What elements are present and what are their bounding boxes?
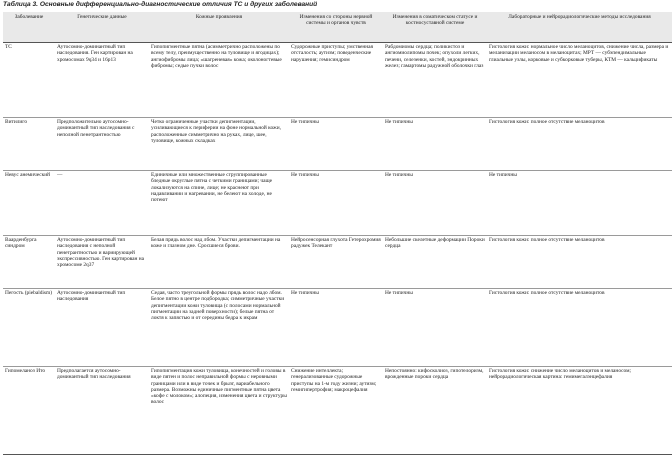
cell-somatic: Небольшие скелетные деформации Пороки сердца xyxy=(383,236,487,289)
cell-disease: Пегость (piebaldism) xyxy=(3,289,55,367)
cell-genetic: Аутосомно-доминантный тип наследования с неполной пенетрантностью и вариирующей экспрессивностью. Ген картирован на хромосоме 2q37 xyxy=(55,236,149,289)
cell-genetic: Предположительно аутосомно-доминантный тип наследования с неполной пенетрантностью xyxy=(55,118,149,171)
table-row xyxy=(3,367,672,455)
cell-lab: Гистология кожи: полное отсутствие меланоцитов xyxy=(487,118,672,171)
table-row xyxy=(3,171,672,236)
caption-text: Основные дифференциально-диагностические отличия ТС и других заболеваний xyxy=(39,1,318,8)
diagnostic-table xyxy=(3,12,672,455)
caption-label: Таблица 3. xyxy=(3,1,38,8)
cell-neuro: Нейросенсорная глухота Гетерохромия радужек Телекант xyxy=(289,236,383,289)
header-genetic: Генетические данные xyxy=(55,12,149,43)
header-somatic: Изменения в соматическом статусе и костносуставной системе xyxy=(383,12,487,43)
header-lab: Лабораторные и нейрорадиологические методы исследования xyxy=(487,12,672,43)
cell-genetic: Аутосомно-доминантный тип наследования xyxy=(55,289,149,367)
cell-lab: Не типичны xyxy=(487,171,672,236)
cell-skin: Гипопигментные пятна (асимметрично расположены по всему телу, преимущественно на туловище и ягодицах); ангиофибромы лица; «шагреневая» кожа; околоногтевые фибромы; седые пучки волос xyxy=(149,43,289,118)
header-disease: Заболевание xyxy=(3,12,55,43)
cell-neuro: Снижение интеллекта; генерализованные судорожные приступы на 1-м году жизни; аутизм; гемигипертрофия; макроцефалия xyxy=(289,367,383,455)
cell-somatic: Рабдомиомы сердца; поликистоз и ангиомиолипомы почек; опухоли легких, печени, селезенки, костей, эндокринных желез; гамартомы радужной оболочки глаз xyxy=(383,43,487,118)
header-neuro: Изменения со стороны нервной системы и органов чувств xyxy=(289,12,383,43)
cell-lab: Гистология кожи: снижение число меланоцитов и меланосом; нейрорадиологическая картина: гемимегалэнцефалия xyxy=(487,367,672,455)
cell-disease: Ваарденбурга синдром xyxy=(3,236,55,289)
cell-skin: Четко ограниченные участки депигментации, усиливающиеся к периферии на фоне нормальной кожи, расположенные симметрично на руках, лице, шее, туловище, кожных складках xyxy=(149,118,289,171)
cell-neuro: Не типичны xyxy=(289,171,383,236)
cell-genetic: — xyxy=(55,171,149,236)
cell-genetic: Аутосомно-доминантный тип наследования. Ген картирован на хромосомах 9q34 и 16p13 xyxy=(55,43,149,118)
cell-lab: Гистология кожи: полное отсутствие меланоцитов xyxy=(487,289,672,367)
cell-skin: Седая, часто треугольной формы прядь волос надо лбом. Белое пятно в центре подбородка; симметричные участки депигментации кожи туловища (с полосами нормальной пигментации на задней поверхности); белые пятна от локтя к запястью и от середины бедра к икрам xyxy=(149,289,289,367)
cell-somatic: Не типичны xyxy=(383,171,487,236)
cell-neuro: Не типичны xyxy=(289,289,383,367)
cell-disease: Гипомеланоз Ито xyxy=(3,367,55,455)
table-row xyxy=(3,43,672,118)
header-skin: Кожные проявления xyxy=(149,12,289,43)
cell-somatic: Непостоянно: кифосколиоз, гипотелоризм, врожденные пороки сердца xyxy=(383,367,487,455)
table-row xyxy=(3,118,672,171)
cell-genetic: Предполагается аутосомно-доминантный тип наследования xyxy=(55,367,149,455)
cell-neuro: Не типичны xyxy=(289,118,383,171)
cell-skin: Белая прядь волос над лбом. Участки депигментации на коже и глазном дне. Сросшиеся брови. xyxy=(149,236,289,289)
cell-skin: Гипопигментация кожи туловища, конечностей и головы в виде пятен и полос неправильной формы с неровными границами или в виде точек и брызг, вариабельного размера. Возможны единичные пигментные пятна цвета «кофе с молоком»; алопеция, изменения цвета и структуры волос xyxy=(149,367,289,455)
cell-somatic: Не типичны xyxy=(383,118,487,171)
table-row xyxy=(3,236,672,289)
cell-disease: Невус анемический xyxy=(3,171,55,236)
cell-disease: Витилиго xyxy=(3,118,55,171)
cell-skin: Единичные или множественные сгруппированные бледные округлые пятна с четкими границами; чаще локализуются на спине, лице; не краснеют при надавливании и нагревании, не белеют на холоде, не потеют xyxy=(149,171,289,236)
cell-lab: Гистология кожи: нормальное число меланоцитов, снижение числа, размера и меланизации меланосом в меланоцитах; МРТ — субэпендимальные глиальные узлы, корковые и субкорковые туберы, КТМ — кальцификаты xyxy=(487,43,672,118)
cell-lab: Гистология кожи: полное отсутствие меланоцитов xyxy=(487,236,672,289)
table-caption xyxy=(3,1,317,8)
table-header-row xyxy=(3,12,672,43)
cell-disease: ТС xyxy=(3,43,55,118)
table-row xyxy=(3,289,672,367)
cell-neuro: Судорожные приступы; умственная отсталость; аутизм; поведенческие нарушения; гемисиндром xyxy=(289,43,383,118)
cell-somatic: Не типичны xyxy=(383,289,487,367)
